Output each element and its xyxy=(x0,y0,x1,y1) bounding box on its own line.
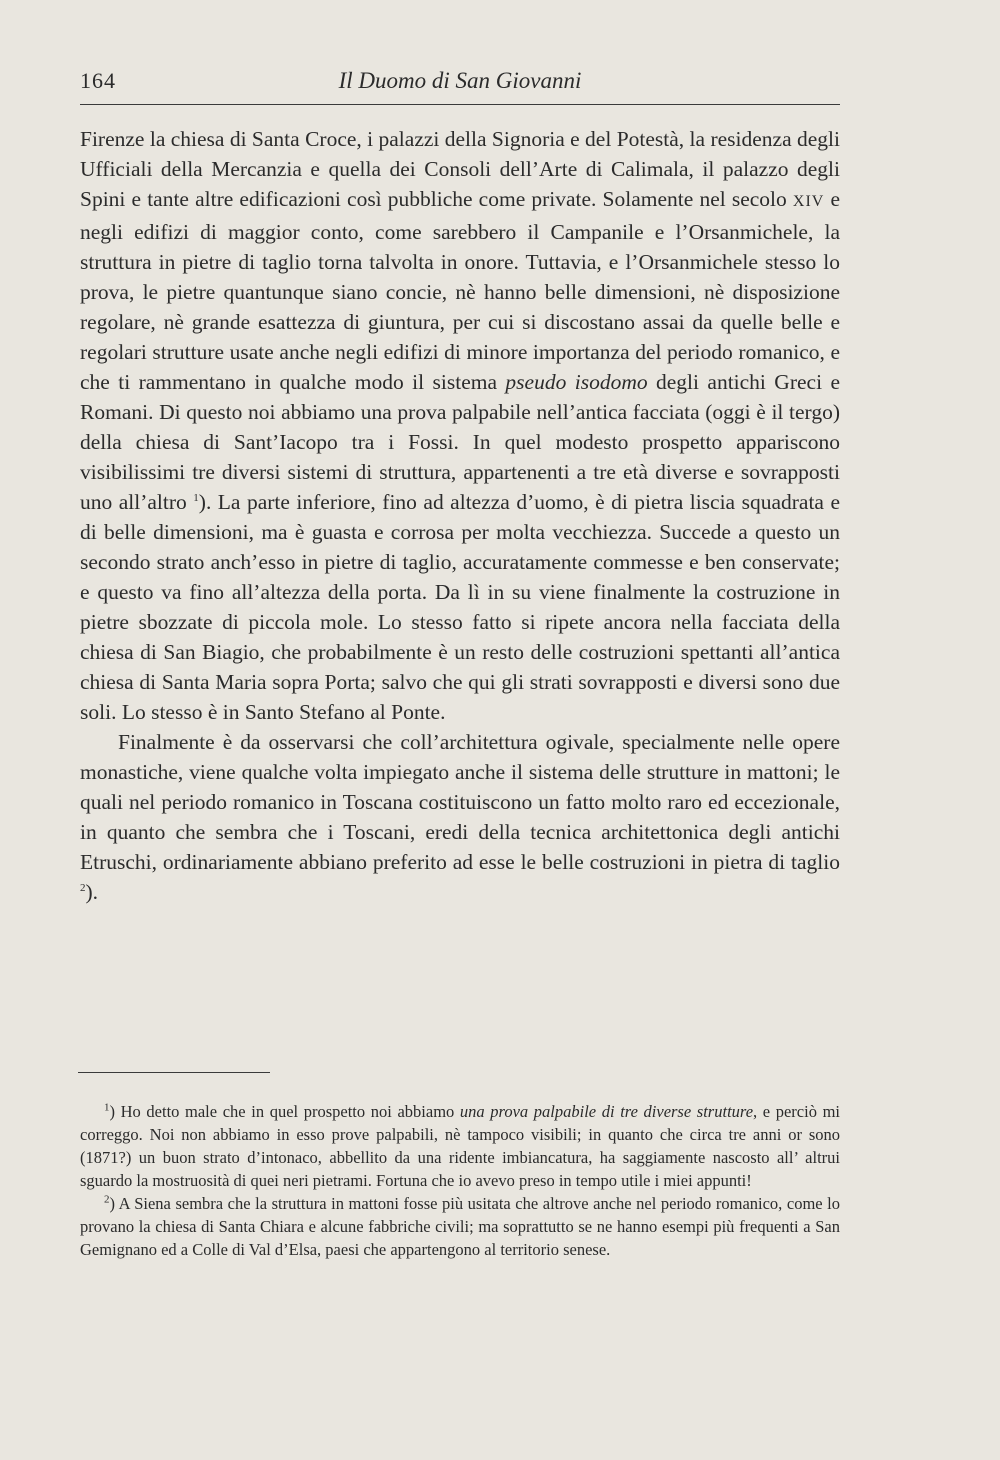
paragraph-1-text-d: ). La parte inferiore, fino ad altezza d’uomo, è di pietra liscia squadrata e di belle dimensioni, ma è guasta e corrosa per molta vecchiezza. Succede a questo un secondo strato anch’esso in pietre di taglio, accuratamente commesse e ben conservate; e questo va fino all’altezza della porta. Da lì in su viene finalmente la costruzione in pietre sbozzate di piccola mole. Lo stesso fatto si ripete ancora nella facciata della chiesa di San Biagio, che probabilmente è un resto delle costruzioni spettanti all’antica chiesa di Santa Maria sopra Porta; salvo che qui gli strati sovrapposti e diversi sono due soli. Lo stesso è in Santo Stefano al Ponte. xyxy=(80,490,840,724)
footnote-ref-2: 2 xyxy=(80,881,86,894)
footnote-1-mark: 1 xyxy=(104,1101,110,1114)
header-rule xyxy=(80,104,840,105)
footnotes xyxy=(80,1100,840,1261)
footnote-1-text-b: , e perciò mi correggo. Noi non abbiamo in esso prove palpabili, nè tampoco visibili; in quanto che circa tre anni or sono (1871?) un buon strato d’intonaco, abbellito da una ridente imbiancatura, ha saggiamente nascosto all’ altrui sguardo la mostruosità di quei neri pietrami. Fortuna che io avevo preso in tempo utile i miei appunti! xyxy=(80,1102,840,1190)
paragraph-2-text-a: Finalmente è da osservarsi che coll’architettura ogivale, specialmente nelle opere monastiche, viene qualche volta impiegato anche il sistema delle strutture in mattoni; le quali nel periodo romanico in Toscana costituiscono un fatto molto raro ed eccezionale, in quanto che sembra che i Toscani, eredi della tecnica architettonica degli antichi Etruschi, ordinariamente abbiano preferito ad esse le belle costruzioni in pietra di taglio xyxy=(80,730,840,874)
footnote-1 xyxy=(80,1100,840,1192)
paragraph-1-text-b: e negli edifizi di maggior conto, come sarebbero il Campanile e l’Orsanmichele, la struttura in pietre di taglio torna talvolta in onore. Tuttavia, e l’Orsanmichele stesso lo prova, le pietre quantunque siano concie, nè hanno belle dimensioni, nè disposizione regolare, nè grande esattezza di giuntura, per cui si discostano assai da quelle belle e regolari strutture usate anche negli edifizi di minore importanza del periodo romanico, e che ti rammentano in qualche modo il sistema xyxy=(80,187,840,394)
footnote-1-text-a: ) Ho detto male che in quel prospetto noi abbiamo xyxy=(109,1102,460,1121)
footnote-2-text: ) A Siena sembra che la struttura in mattoni fosse più usitata che altrove anche nel periodo romanico, come lo provano la chiesa di Santa Chiara e alcune fabbriche civili; ma soprattutto se ne hanno esempi più frequenti a San Gemignano ed a Colle di Val d’Elsa, paesi che appartengono al territorio senese. xyxy=(80,1194,840,1259)
page-header xyxy=(80,66,840,106)
footnote-ref-1: 1 xyxy=(193,491,199,504)
century-numeral: XIV xyxy=(792,193,825,210)
footnote-1-italic: una prova palpabile di tre diverse strutture xyxy=(459,1102,754,1121)
footnote-2 xyxy=(80,1192,840,1261)
footnote-rule xyxy=(78,1072,270,1073)
running-title: Il Duomo di San Giovanni xyxy=(338,68,582,93)
footnote-2-mark: 2 xyxy=(104,1193,110,1206)
paragraph-2-text-b: ). xyxy=(85,880,99,904)
paragraph-2 xyxy=(80,727,840,907)
paragraph-1-text-a: Firenze la chiesa di Santa Croce, i palazzi della Signoria e del Potestà, la residenza degli Ufficiali della Mercanzia e quella dei Consoli dell’Arte di Calimala, il palazzo degli Spini e tante altre edificazioni così pubbliche come private. Solamente nel secolo xyxy=(80,127,840,211)
paragraph-1 xyxy=(80,124,840,727)
italic-term: pseudo isodomo xyxy=(505,370,648,394)
page-number: 164 xyxy=(80,68,116,93)
paragraph-1-text-c: degli antichi Greci e Romani. Di questo noi abbiamo una prova palpabile nell’antica facciata (oggi è il tergo) della chiesa di Sant’Iacopo tra i Fossi. In quel modesto prospetto appariscono visibilissimi tre diversi sistemi di struttura, appartenenti a tre età diverse e sovrapposti uno all’altro xyxy=(80,370,840,514)
main-text xyxy=(80,124,840,907)
